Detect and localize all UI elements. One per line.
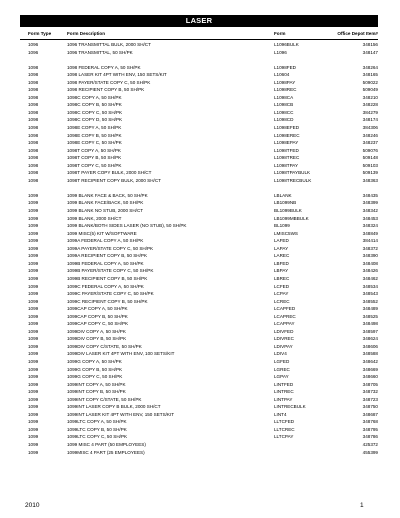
table-row — [20, 350, 378, 358]
cell-description: 1098C COPY B, 50 SH/PK — [67, 102, 122, 108]
cell-description: 1099INT COPY C/STATE, 50 SH/PK — [67, 396, 142, 402]
cell-form-type: 1098 — [28, 102, 39, 108]
cell-form-type: 1099 — [28, 306, 39, 312]
cell-item-number: 348228 — [362, 102, 378, 108]
cell-form: LCREC — [274, 298, 290, 304]
table-row — [20, 245, 378, 253]
cell-item-number: 348156 — [362, 42, 378, 47]
cell-form: LINTFED — [274, 381, 294, 387]
cell-item-number: 348399 — [362, 200, 378, 206]
cell-item-number: 348534 — [362, 283, 378, 289]
cell-form: LAFED — [274, 238, 289, 244]
cell-item-number: 348210 — [362, 94, 378, 100]
cell-description: 1099 BLANK FACE/BACK, 50 SH/PK — [67, 200, 144, 206]
cell-form: LINTREC — [274, 389, 294, 395]
cell-form-type: 1099 — [28, 260, 39, 266]
cell-description: 1098T COPY A, 50 SH/PK — [67, 147, 121, 153]
cell-form: L1098TPAY — [274, 162, 299, 168]
cell-form-type: 1098 — [28, 117, 39, 123]
cell-item-number: 384414 — [362, 238, 378, 244]
table-row — [20, 169, 378, 177]
cell-form: LMISC5WS — [274, 230, 298, 236]
cell-form-type: 1098 — [28, 109, 39, 115]
table-row — [20, 283, 378, 291]
cell-description: 1099C RECIPIENT COPY B, 50 SH/PK — [67, 298, 148, 304]
cell-form-type: 1099 — [28, 223, 39, 229]
cell-form-type: 1099 — [28, 192, 39, 198]
table-row — [20, 222, 378, 230]
cell-form-type: 1099 — [28, 208, 39, 214]
cell-description: 1098 LASER KIT 4PT WITH ENV, 150 SETS/KIT — [67, 72, 167, 78]
cell-item-number: 348174 — [362, 117, 378, 123]
cell-description: 1099DIV COPY B, 50 SH/PK — [67, 336, 127, 342]
table-row — [20, 237, 378, 245]
cell-form-type: 1096 — [28, 42, 39, 47]
cell-form: LGPAY — [274, 374, 289, 380]
cell-form: L1098TFED — [274, 147, 299, 153]
cell-form: LLTCREC — [274, 426, 295, 432]
cell-item-number: 348642 — [362, 358, 378, 364]
cell-form: L1098FED — [274, 64, 296, 70]
table-row — [20, 290, 378, 298]
cell-description: 1099A FEDERAL COPY A, 50 SH/PK — [67, 238, 144, 244]
cell-description: 1099DIV COPY A, 50 SH/PK — [67, 328, 126, 334]
table-row — [20, 411, 378, 419]
cell-item-number: 348606 — [362, 343, 378, 349]
cell-form-type: 1099 — [28, 215, 39, 221]
cell-description: 1099B PAYER/STATE COPY C, 50 SH/PK — [67, 268, 154, 274]
cell-item-number: 348543 — [362, 291, 378, 297]
cell-form-type: 1099 — [28, 419, 39, 425]
table-row — [20, 49, 378, 57]
cell-item-number: 348588 — [362, 351, 378, 357]
cell-form: LINTPAY — [274, 396, 293, 402]
cell-form: LCFED — [274, 283, 290, 289]
cell-form-type: 1098 — [28, 155, 39, 161]
table-row — [20, 441, 378, 449]
cell-description: 1098T COPY C, 50 SH/PK — [67, 162, 122, 168]
cell-item-number: 348552 — [362, 298, 378, 304]
cell-form-type: 1099 — [28, 366, 39, 372]
cell-description: 1099 MISC 4 PART (50 EMPLOYEES) — [67, 441, 146, 447]
table-row — [20, 64, 378, 72]
cell-item-number: 348786 — [362, 434, 378, 440]
cell-description: 1099CAP COPY C, 50 SH/PK — [67, 321, 129, 327]
cell-description: 1099INT COPY B, 50 SH/PK — [67, 389, 126, 395]
table-row — [20, 403, 378, 411]
cell-form: LDIVFED — [274, 328, 294, 334]
table-row — [20, 396, 378, 404]
cell-item-number: 348750 — [362, 404, 378, 410]
cell-item-number: 348687 — [362, 411, 378, 417]
col-form-description: Form Description — [67, 31, 106, 36]
cell-form-type: 1099 — [28, 321, 39, 327]
cell-item-number: 348237 — [362, 140, 378, 146]
cell-form: LINT4 — [274, 411, 287, 417]
col-form: Form — [274, 31, 286, 36]
cell-form-type: 1098 — [28, 162, 39, 168]
cell-form-type: 1099 — [28, 313, 39, 319]
cell-description: 1099INT LASER COPY B BULK, 2000 SH/CT — [67, 404, 161, 410]
table-row — [20, 79, 378, 87]
cell-form-type: 1099 — [28, 336, 39, 342]
cell-form: L1098EPAY — [274, 140, 299, 146]
cell-form: L1098EREC — [274, 132, 300, 138]
table-row — [20, 320, 378, 328]
table-row — [20, 215, 378, 223]
cell-item-number: 509148 — [362, 155, 378, 161]
cell-item-number: 509022 — [362, 79, 378, 85]
cell-description: 1099B RECIPIENT COPY B, 50 SH/PK — [67, 275, 148, 281]
cell-item-number: 509049 — [362, 87, 378, 93]
cell-form: LCAPREC — [274, 313, 296, 319]
table-row — [20, 267, 378, 275]
cell-description: 1099LTC COPY A, 50 SH/PK — [67, 419, 127, 425]
cell-item-number: 348525 — [362, 313, 378, 319]
cell-description: 1099A PAYER/STATE COPY C, 50 SH/PK — [67, 245, 154, 251]
cell-form: LAREC — [274, 253, 290, 259]
table-row — [20, 298, 378, 306]
cell-item-number: 348597 — [362, 328, 378, 334]
cell-form-type: 1099 — [28, 404, 39, 410]
cell-item-number: 348624 — [362, 336, 378, 342]
cell-form-type: 1099 — [28, 291, 39, 297]
cell-form: BL1099BULK — [274, 208, 302, 214]
cell-form-type: 1099 — [28, 268, 39, 274]
cell-form: BL1099 — [274, 223, 290, 229]
cell-item-number: 509139 — [362, 170, 378, 176]
cell-form-type: 1098 — [28, 79, 39, 85]
cell-description: 1099 MISC(5) KIT W/SOFTWARE — [67, 230, 137, 236]
table-row — [20, 426, 378, 434]
footer-year: 2010 — [25, 502, 40, 509]
cell-form-type: 1099 — [28, 283, 39, 289]
cell-form-type: 1099 — [28, 374, 39, 380]
cell-item-number: 348147 — [362, 49, 378, 55]
table-row — [20, 177, 378, 185]
cell-form: L1098TPAYBULK — [274, 170, 311, 176]
cell-description: 1098T RECIPIENT COPY BULK, 2000 SH/CT — [67, 177, 161, 183]
cell-form-type: 1099 — [28, 449, 39, 455]
cell-form-type: 1098 — [28, 140, 39, 146]
table-row — [20, 366, 378, 374]
cell-item-number: 384306 — [362, 125, 378, 131]
table-row — [20, 154, 378, 162]
page-number: 1 — [360, 502, 364, 509]
table-row — [20, 381, 378, 389]
cell-description: 1099INT COPY A, 50 SH/PK — [67, 381, 126, 387]
cell-form: L1098TRECBULK — [274, 177, 312, 183]
cell-form: LAPAY — [274, 245, 289, 251]
cell-description: 1098C COPY C, 50 SH/PK — [67, 109, 123, 115]
cell-description: 1099 BLANK NO STUB, 2000 SH/CT — [67, 208, 144, 214]
cell-item-number: 455399 — [362, 449, 378, 455]
cell-description: 1098 PAYER/STATE COPY C, 50 SH/PK — [67, 79, 151, 85]
cell-form-type: 1098 — [28, 147, 39, 153]
cell-form: L1096 — [274, 49, 287, 55]
cell-form: LCAPPAY — [274, 321, 295, 327]
cell-description: 1099DIV LASER KIT 4PT WITH ENV, 100 SETS/KIT — [67, 351, 175, 357]
cell-description: 1098 FEDERAL COPY A, 50 SH/PK — [67, 64, 141, 70]
col-form-type: Form Type — [28, 31, 52, 36]
table-row — [20, 260, 378, 268]
cell-item-number: 348390 — [362, 253, 378, 259]
table-row — [20, 343, 378, 351]
table-row — [20, 388, 378, 396]
cell-item-number: 348795 — [362, 426, 378, 432]
table-row — [20, 86, 378, 94]
cell-description: 1099MISC 4 PART (25 EMPLOYEES) — [67, 449, 145, 455]
table-row — [20, 449, 378, 457]
cell-form-type: 1099 — [28, 426, 39, 432]
cell-description: 1099CAP COPY B, 50 SH/PK — [67, 313, 128, 319]
cell-item-number: 348453 — [362, 215, 378, 221]
cell-form-type: 1098 — [28, 72, 39, 78]
cell-description: 1099DIV COPY C/STATE, 50 SH/PK — [67, 343, 142, 349]
table-row — [20, 313, 378, 321]
cell-form-type: 1098 — [28, 87, 39, 93]
cell-description: 1098T PAYER COPY BULK, 2000 SH/CT — [67, 170, 152, 176]
cell-form-type: 1099 — [28, 351, 39, 357]
cell-form-type: 1099 — [28, 389, 39, 395]
cell-form-type: 1099 — [28, 328, 39, 334]
section-title: LASER — [20, 15, 378, 27]
cell-form-type: 1099 — [28, 343, 39, 349]
cell-form-type: 1096 — [28, 49, 39, 55]
cell-form: LLTCPAY — [274, 434, 294, 440]
cell-form: LDIV4 — [274, 351, 287, 357]
cell-form: LBFED — [274, 260, 289, 266]
cell-item-number: 509103 — [362, 162, 378, 168]
cell-form-type: 1099 — [28, 411, 39, 417]
table-row — [20, 139, 378, 147]
cell-form: LBPAY — [274, 268, 289, 274]
cell-form: LBLANK — [274, 192, 292, 198]
cell-description: 1099LTC COPY C, 50 SH/PK — [67, 434, 128, 440]
cell-description: 1098C COPY D, 50 SH/PK — [67, 117, 123, 123]
cell-item-number: 509076 — [362, 147, 378, 153]
cell-form: L1098CD — [274, 117, 294, 123]
cell-item-number: 348489 — [362, 306, 378, 312]
cell-description: 1096 TRANSMITTAL, 50 SH/PK — [67, 49, 133, 55]
cell-description: 1098E COPY B, 50 SH/PK — [67, 132, 122, 138]
table-row — [20, 94, 378, 102]
table-row — [20, 358, 378, 366]
cell-form: L1096BULK — [274, 42, 299, 47]
table-row — [20, 132, 378, 140]
cell-item-number: 348246 — [362, 132, 378, 138]
table-row — [20, 124, 378, 132]
cell-item-number: 348426 — [362, 268, 378, 274]
cell-item-number: 348435 — [362, 192, 378, 198]
table-row — [20, 275, 378, 283]
cell-form-type: 1098 — [28, 94, 39, 100]
cell-form-type: 1099 — [28, 200, 39, 206]
cell-item-number: 384279 — [362, 109, 378, 115]
cell-form: LLTCFED — [274, 419, 295, 425]
cell-description: 1099INT LASER KIT 4PT WITH ENV, 150 SETS/KIT — [67, 411, 175, 417]
cell-form: LGFED — [274, 358, 290, 364]
cell-item-number: 348660 — [362, 374, 378, 380]
col-item-number: Office Depot Item# — [337, 31, 378, 36]
cell-form-type: 1099 — [28, 396, 39, 402]
table-row — [20, 41, 378, 49]
cell-item-number: 348723 — [362, 396, 378, 402]
table-row — [20, 162, 378, 170]
cell-item-number: 348732 — [362, 389, 378, 395]
table-row — [20, 101, 378, 109]
cell-description: 1099 BLANK FACE & BACK, 50 SH/PK — [67, 192, 148, 198]
cell-form: LCPAY — [274, 291, 289, 297]
cell-item-number: 348768 — [362, 419, 378, 425]
cell-item-number: 348705 — [362, 381, 378, 387]
cell-form-type: 1099 — [28, 245, 39, 251]
table-row — [20, 433, 378, 441]
cell-form-type: 1099 — [28, 253, 39, 259]
cell-description: 1098C COPY A, 50 SH/PK — [67, 94, 122, 100]
cell-form: LDIVREC — [274, 336, 294, 342]
cell-form: L1098CB — [274, 102, 294, 108]
cell-form: L1098PAY — [274, 79, 296, 85]
cell-form-type: 1099 — [28, 358, 39, 364]
cell-item-number: 348264 — [362, 64, 378, 70]
table-row — [20, 192, 378, 200]
cell-description: 1098T COPY B, 50 SH/PK — [67, 155, 122, 161]
cell-description: 1099 BLANK/BOTH SIDES LASER (NO STUB), 50 SH/PK — [67, 223, 187, 229]
cell-description: 1096 TRANSMITTAL BULK, 2000 SH/CT — [67, 42, 151, 47]
cell-form-type: 1099 — [28, 275, 39, 281]
table-row — [20, 373, 378, 381]
cell-form: LINTRECBULK — [274, 404, 306, 410]
table-row — [20, 305, 378, 313]
form-table — [20, 41, 378, 456]
cell-item-number: 348849 — [362, 230, 378, 236]
table-header — [20, 31, 378, 40]
cell-item-number: 348372 — [362, 245, 378, 251]
cell-item-number: 348363 — [362, 177, 378, 183]
cell-description: 1099B FEDERAL COPY A, 50 SH/PK — [67, 260, 144, 266]
cell-form-type: 1098 — [28, 170, 39, 176]
cell-item-number: 348669 — [362, 366, 378, 372]
cell-description: 1098E COPY A, 50 SH/PK — [67, 125, 122, 131]
cell-form: LB1099MBBULK — [274, 215, 309, 221]
cell-description: 1098E COPY C, 50 SH/PK — [67, 140, 122, 146]
table-row — [20, 335, 378, 343]
cell-form: LBREC — [274, 275, 290, 281]
cell-form-type: 1099 — [28, 381, 39, 387]
cell-description: 1099G COPY B, 50 SH/PK — [67, 366, 123, 372]
cell-form-type: 1099 — [28, 434, 39, 440]
cell-description: 1098 RECIPIENT COPY B, 50 SH/PK — [67, 87, 145, 93]
cell-description: 1099LTC COPY B, 50 SH/PK — [67, 426, 127, 432]
cell-form-type: 1098 — [28, 64, 39, 70]
table-row — [20, 71, 378, 79]
cell-form-type: 1099 — [28, 298, 39, 304]
cell-form: L1098EFED — [274, 125, 300, 131]
cell-item-number: 348165 — [362, 72, 378, 78]
cell-description: 1099C PAYER/STATE COPY C, 50 SH/PK — [67, 291, 154, 297]
cell-item-number: 348324 — [362, 223, 378, 229]
cell-description: 1099G COPY A, 50 SH/PK — [67, 358, 122, 364]
cell-form: LCAPFED — [274, 306, 296, 312]
table-row — [20, 328, 378, 336]
cell-form: LB1099NB — [274, 200, 297, 206]
table-row — [20, 418, 378, 426]
cell-form: L1098TREC — [274, 155, 300, 161]
table-row — [20, 252, 378, 260]
cell-item-number: 348342 — [362, 208, 378, 214]
cell-item-number: 348462 — [362, 275, 378, 281]
cell-form-type: 1098 — [28, 177, 39, 183]
table-row — [20, 147, 378, 155]
cell-form: L10604 — [274, 72, 290, 78]
cell-form-type: 1098 — [28, 125, 39, 131]
cell-description: 1099C FEDERAL COPY A, 50 SH/PK — [67, 283, 144, 289]
cell-form: LDIVPAY — [274, 343, 293, 349]
cell-description: 1099A RECIPIENT COPY B, 50 SH/PK — [67, 253, 148, 259]
table-row — [20, 199, 378, 207]
cell-form: L1098CC — [274, 109, 294, 115]
cell-form: L1098CA — [274, 94, 294, 100]
cell-form-type: 1098 — [28, 132, 39, 138]
cell-form: LGREC — [274, 366, 290, 372]
cell-item-number: 348408 — [362, 260, 378, 266]
cell-description: 1099 BLANK, 2000 SH/CT — [67, 215, 122, 221]
table-row — [20, 207, 378, 215]
cell-description: 1099G COPY C, 50 SH/PK — [67, 374, 123, 380]
cell-item-number: 425372 — [362, 441, 378, 447]
cell-form-type: 1099 — [28, 238, 39, 244]
table-row — [20, 116, 378, 124]
table-row — [20, 109, 378, 117]
table-row — [20, 230, 378, 238]
cell-form: L1098REC — [274, 87, 297, 93]
cell-item-number: 348498 — [362, 321, 378, 327]
cell-description: 1099CAP COPY A, 50 SH/PK — [67, 306, 128, 312]
cell-form-type: 1099 — [28, 441, 39, 447]
cell-form-type: 1099 — [28, 230, 39, 236]
